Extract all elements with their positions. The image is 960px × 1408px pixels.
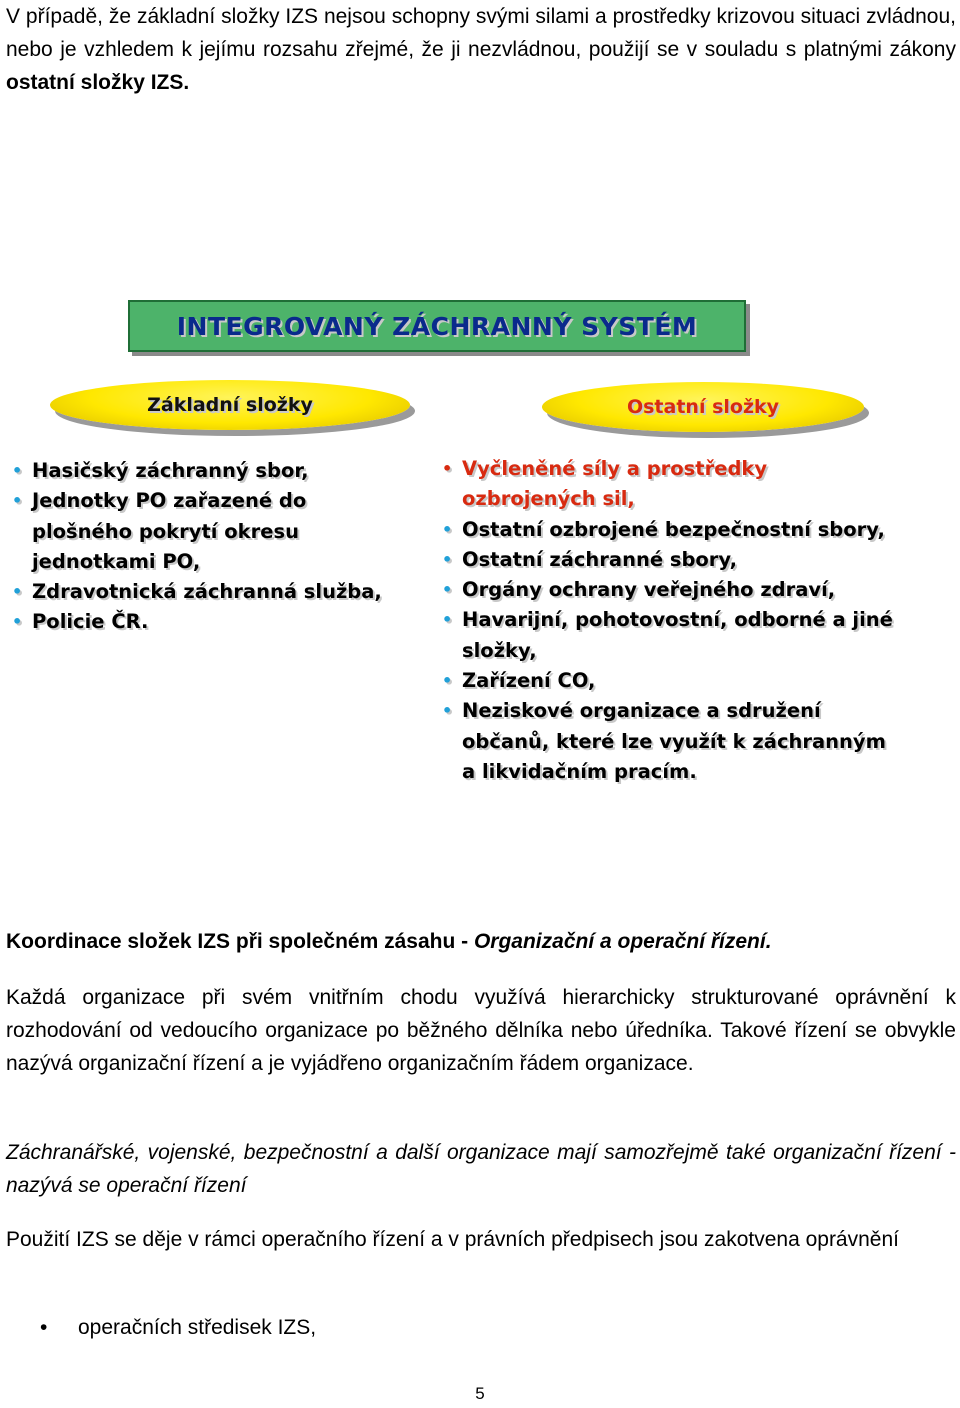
page-number: 5 [475, 1384, 485, 1403]
paragraph-izs-usage: Použití IZS se děje v rámci operačního řízení a v právních předpisech jsou zakotvena oprávnění [6, 1228, 899, 1251]
section-heading [6, 925, 956, 958]
paragraph-organizational: Každá organizace při svém vnitřním chodu využívá hierarchicky strukturované oprávnění k rozhodování od vedoucího organizace po běžného dělníka nebo úředníka. Takové řízení se obvykle nazývá organizační řízení a je vyjádřeno organizačním řádem organizace. [6, 986, 956, 1075]
list-item: • Ostatní záchranné sbory, [442, 545, 902, 575]
paragraph-operational: Záchranářské, vojenské, bezpečnostní a další organizace mají samozřejmě také organizační řízení - nazývá se operační řízení [6, 1141, 956, 1197]
list-item: • operačních středisek IZS, [40, 1311, 316, 1344]
bullet-icon: • [40, 1316, 48, 1339]
list-item: • Neziskové organizace a sdružení občanů, které lze využít k záchranným a likvidačním pracím. [442, 696, 902, 787]
bullet-icon: • [442, 519, 453, 539]
intro-emphasis: ostatní složky IZS. [6, 71, 190, 94]
other-components-oval: Ostatní složky [542, 382, 864, 432]
heading-plain: Koordinace složek IZS při společném zásahu - [6, 930, 474, 953]
bullet-icon: • [442, 610, 453, 630]
bullet-icon: • [12, 612, 23, 632]
list-item: • Zdravotnická záchranná služba, [12, 577, 402, 607]
diagram-title-box [128, 300, 746, 352]
intro-lead: V případě, že základní složky IZS nejsou schopny svými silami a prostředky krizovou situaci zvládnou, nebo je vzhledem k jejímu rozsahu zřejmé, že ji nezvládnou, použijí se v souladu s platnými zákony [6, 5, 956, 61]
basic-components-oval: Základní složky [50, 380, 410, 430]
bullet-icon: • [442, 459, 453, 478]
list-item: • Havarijní, pohotovostní, odborné a jiné složky, [442, 605, 902, 666]
bullet-list [40, 1311, 316, 1344]
list-item: • Orgány ochrany veřejného zdraví, [442, 575, 902, 605]
list-item: • Vyčleněné síly a prostředky ozbrojených sil, [442, 454, 902, 515]
bullet-icon: • [442, 549, 453, 569]
bullet-icon: • [12, 582, 23, 602]
list-item: • Jednotky PO zařazené do plošného pokrytí okresu jednotkami PO, [12, 486, 402, 577]
bullet-icon: • [442, 671, 453, 691]
list-item: • Zařízení CO, [442, 666, 902, 696]
diagram-title: INTEGROVANÝ ZÁCHRANNÝ SYSTÉM [176, 311, 698, 341]
list-item: • Policie ČR. [12, 607, 402, 637]
bullet-icon: • [12, 461, 23, 480]
heading-italic: Organizační a operační řízení. [473, 930, 772, 953]
basic-components-list [12, 456, 402, 638]
other-components-list [442, 454, 902, 787]
intro-paragraph [6, 0, 956, 99]
bullet-icon: • [442, 580, 453, 600]
bullet-icon: • [442, 701, 453, 721]
list-item: • Hasičský záchranný sbor, [12, 456, 402, 486]
bullet-icon: • [12, 491, 23, 511]
list-item: • Ostatní ozbrojené bezpečnostní sbory, [442, 515, 902, 545]
